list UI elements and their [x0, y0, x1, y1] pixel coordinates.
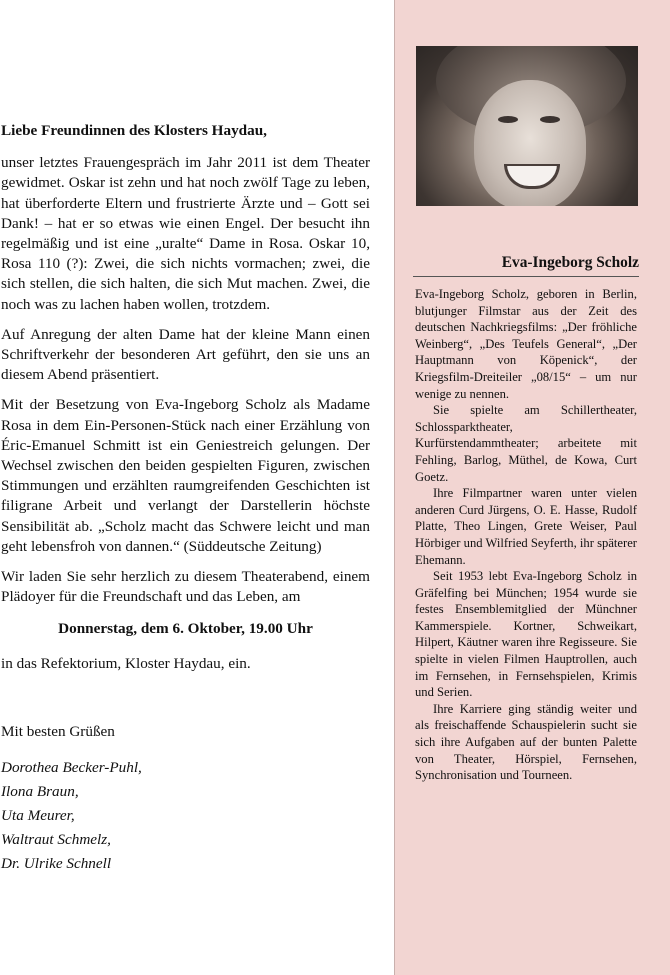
letter-paragraph: Wir laden Sie sehr herzlich zu diesem Theaterabend, einem Plädoyer für die Freundschaft und das Leben, am — [1, 568, 370, 606]
signatories — [1, 756, 370, 876]
event-place: in das Refektorium, Kloster Haydau, ein. — [1, 654, 251, 672]
letter-paragraph: unser letztes Frauengespräch im Jahr 2011 ist dem Theater gewidmet. Oskar ist zehn und hat noch zwölf Tage zu leben, hat überforderte Eltern und frustrierte Ärzte und – Gott sei Dank! – hat er so etwas wie einen Engel. Der besucht ihn regelmäßig und ist eine „uralte“ Dame in Rosa. Oskar 10, Rosa 110 (?): Zwei, die sich nichts vormachen; zwei, die sich stellen, die sich halten, die sich Mut machen. Zwei, die noch was zu lachen haben wollen, trotzdem. — [1, 154, 370, 313]
bio-paragraph: Eva-Ingeborg Scholz, geboren in Berlin, blutjunger Filmstar aus der Zeit des deutschen Nachkriegsfilms: „Der fröhliche Weinberg“, „Des Teufels General“, „Der Hauptmann von Köpenick“, der Kriegsfilm-Dreiteiler „08/15“ – um nur wenige zu nennen. — [415, 287, 637, 401]
letter-paragraph: Auf Anregung der alten Dame hat der kleine Mann einen Schriftverkehr der besonderen Art geführt, den sie uns an diesem Abend präsentiert. — [1, 325, 370, 384]
portrait-photo — [416, 46, 638, 206]
event-date: Donnerstag, dem 6. Oktober, 19.00 Uhr — [58, 620, 313, 638]
signatory-name: Dorothea Becker-Puhl, — [1, 759, 142, 777]
signatory-name: Waltraut Schmelz, — [1, 831, 111, 849]
portrait-eye — [540, 116, 560, 123]
portrait-eye — [498, 116, 518, 123]
invitation-letter — [1, 121, 370, 876]
signatory-name: Uta Meurer, — [1, 807, 75, 825]
artist-biography — [415, 286, 637, 784]
artist-name: Eva-Ingeborg Scholz — [413, 253, 639, 277]
letter-greeting: Liebe Freundinnen des Klosters Haydau, — [1, 122, 267, 139]
bio-paragraph: Seit 1953 lebt Eva-Ingeborg Scholz in Gräfelfing bei München; 1954 wurde sie festes Ensemblemitglied der Münchner Kammerspiele. Kortner, Schweikart, Hilpert, Käutner waren ihre Regisseure. Sie spielte in vielen Filmen Hauptrollen, auch im Fernsehen, in Fernsehspielen, Krimis und Serien. — [415, 569, 637, 700]
letter-paragraph: Mit der Besetzung von Eva-Ingeborg Scholz als Madame Rosa in dem Ein-Personen-Stück nach einer Erzählung von Éric-Emanuel Schmitt ist ein Geniestreich gelungen. Der Wechsel zwischen den beiden gespielten Figuren, zwischen Stimmungen und erzählten raumgreifenden Geschichten ist filigrane Arbeit und verlangt der Darstellerin höchste Sensibilität ab. „Scholz macht das Schwere leicht und man geht lebensfroh von dannen.“ (Süddeutsche Zeitung) — [1, 396, 370, 555]
bio-paragraph: Sie spielte am Schillertheater, Schlossparktheater, Kurfürstendammtheater; arbeitete mit Fehling, Barlog, Müthel, de Kowa, Curt Goetz. — [415, 403, 637, 484]
bio-paragraph: Ihre Filmpartner waren unter vielen anderen Curd Jürgens, O. E. Hasse, Rudolf Platte, Theo Lingen, Grete Weiser, Paul Hörbiger und Wilfried Seyferth, ihr späterer Ehemann. — [415, 486, 637, 567]
letter-closing: Mit besten Grüßen — [1, 722, 115, 740]
signatory-name: Ilona Braun, — [1, 783, 79, 801]
signatory-name: Dr. Ulrike Schnell — [1, 855, 112, 873]
artist-sidebar — [394, 0, 670, 975]
bio-paragraph: Ihre Karriere ging ständig weiter und als freischaffende Schauspielerin sucht sie sich ihre Aufgaben auf der bunten Palette von Theater, Hörspiel, Fernsehen, Synchronisation und Tourneen. — [415, 701, 637, 783]
